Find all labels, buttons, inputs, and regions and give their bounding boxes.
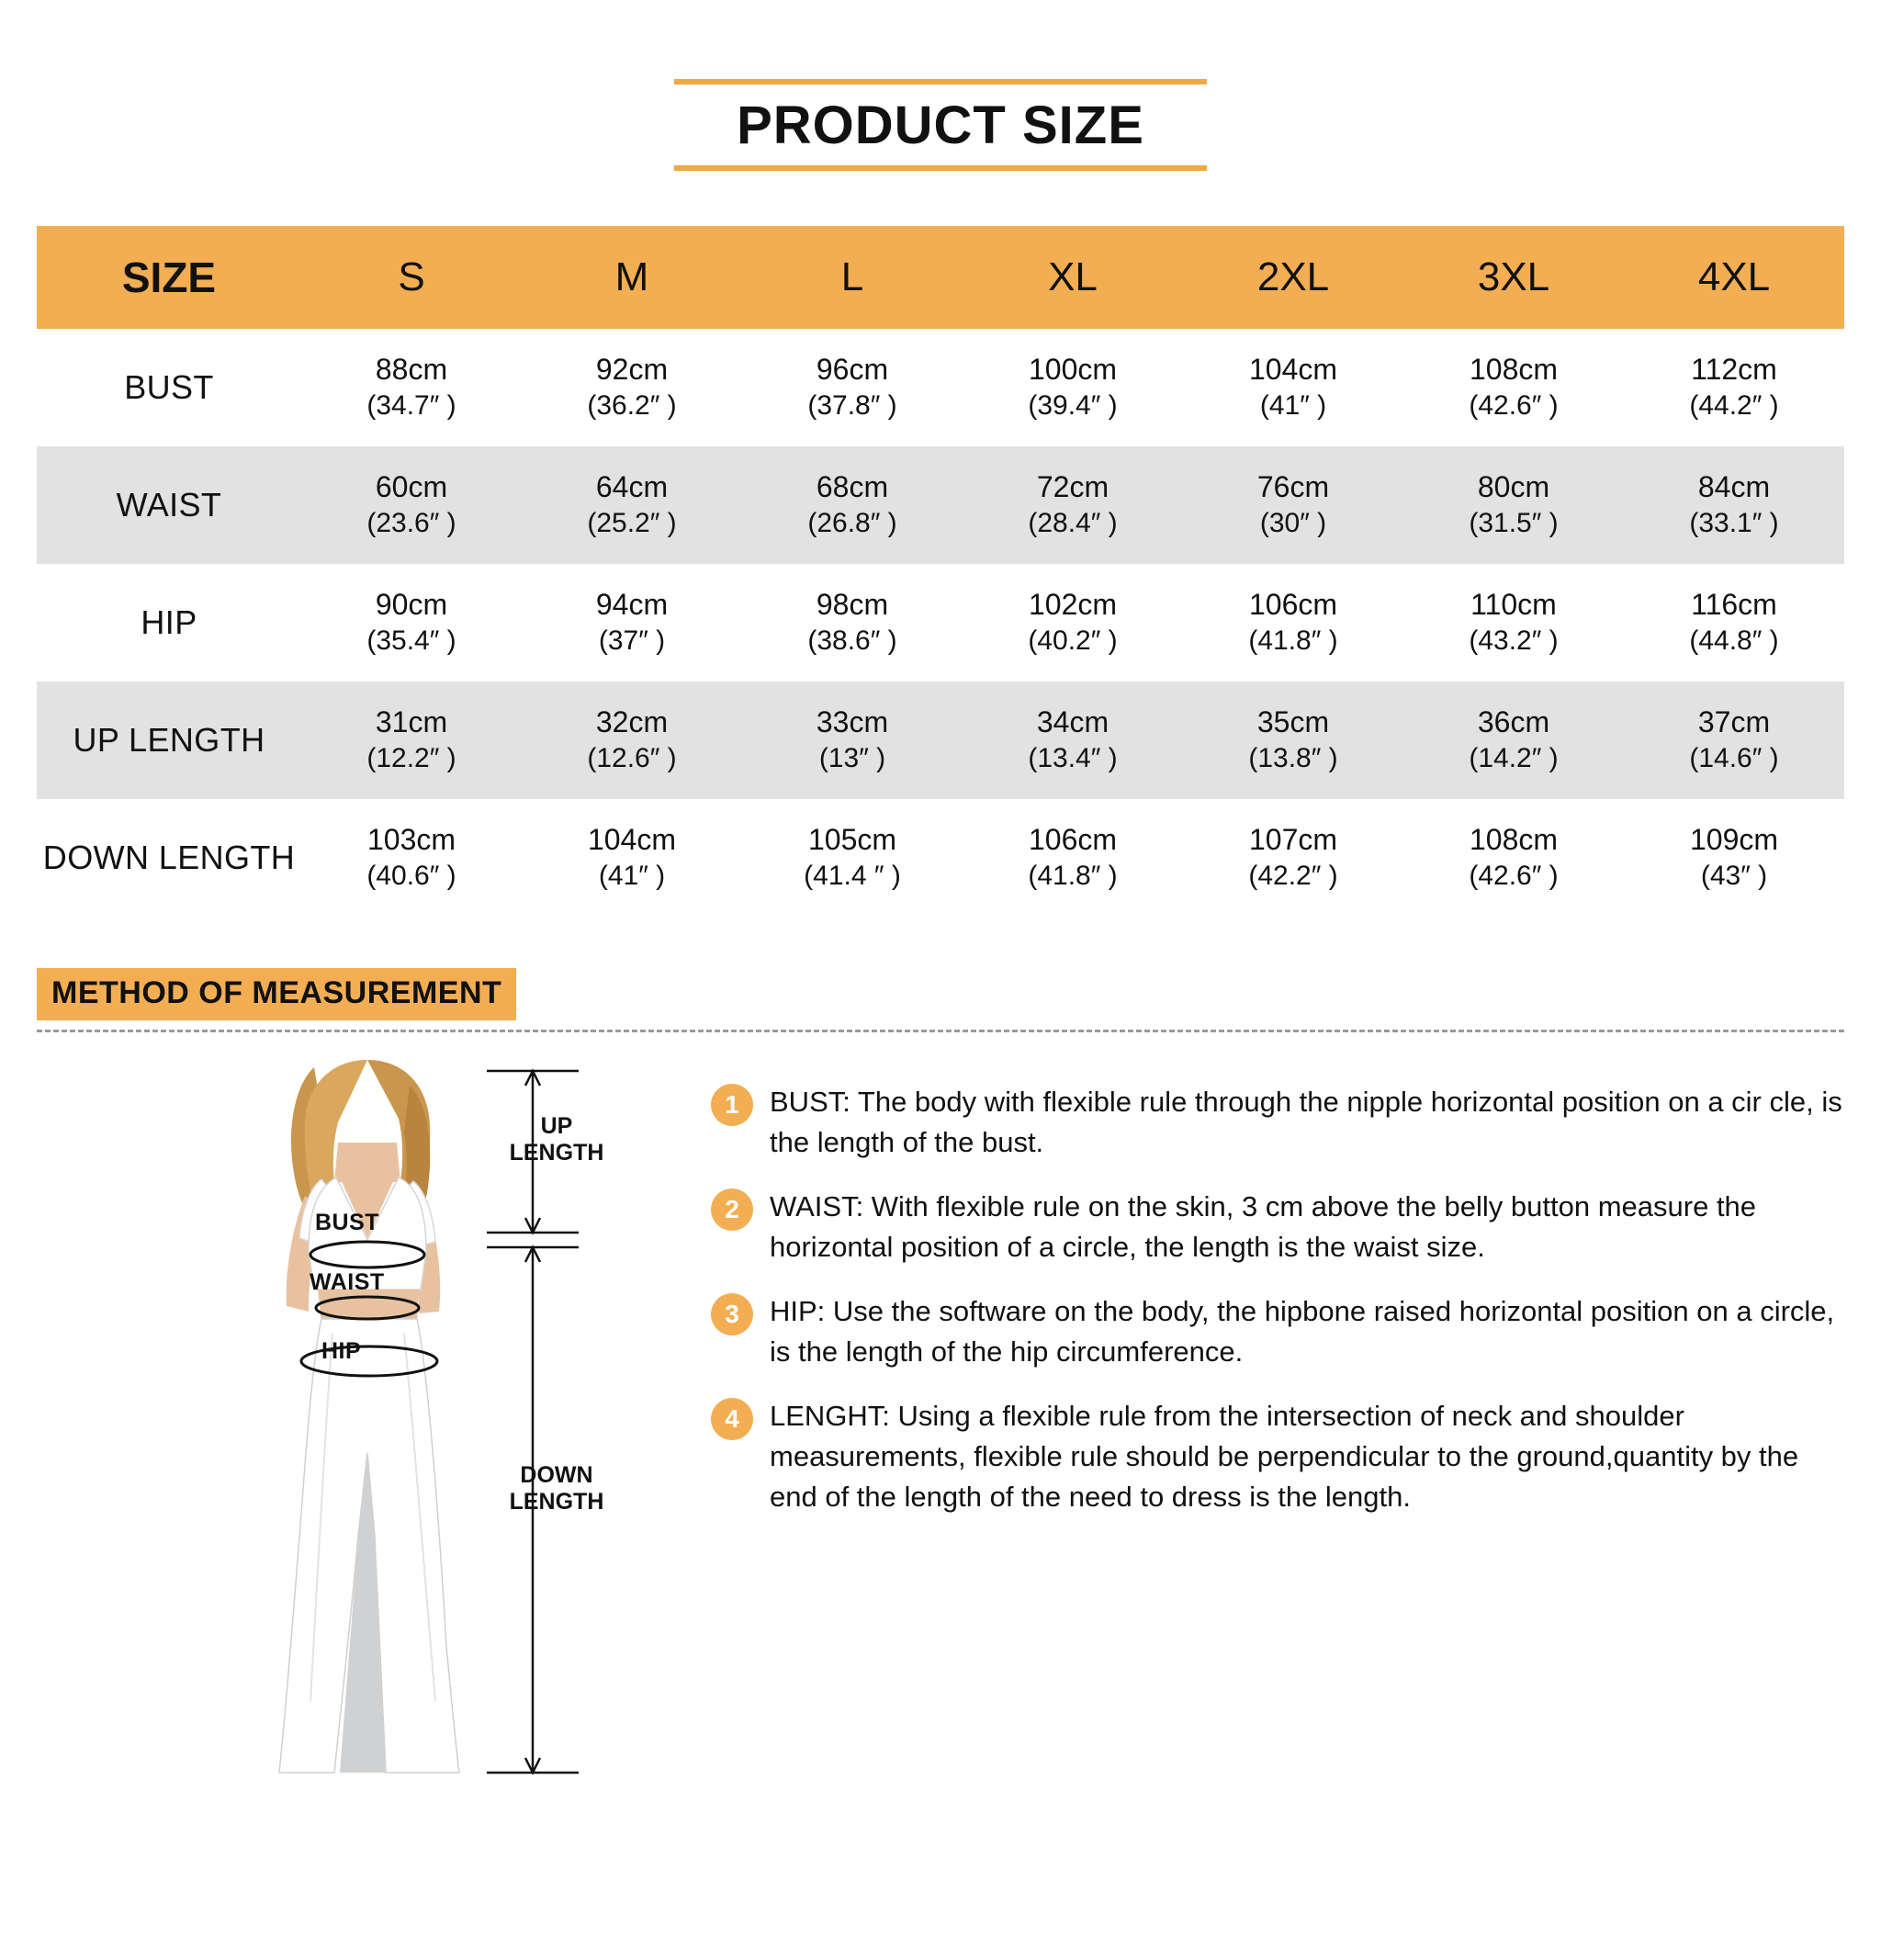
cell-value-inch: (41″ ): [1259, 390, 1327, 422]
cell-value-cm: 88cm: [375, 353, 448, 387]
cell-waist-s: [301, 446, 522, 564]
cell-down-length-2xl: [1183, 799, 1403, 917]
cell-up-length-l: [742, 681, 963, 799]
cell-hip-s: [301, 564, 522, 681]
cell-value-inch: (42.6″ ): [1469, 861, 1559, 892]
figure-label-waist: WAIST: [310, 1269, 385, 1295]
cell-value-inch: (26.8″ ): [807, 508, 897, 539]
list-item: [711, 1187, 1844, 1267]
cell-hip-l: [742, 564, 963, 681]
cell-bust-4xl: [1624, 329, 1844, 446]
cell-value-inch: (37″ ): [598, 625, 666, 657]
size-table: [37, 226, 1844, 917]
cell-up-length-s: [301, 681, 522, 799]
cell-waist-2xl: [1183, 446, 1403, 564]
cell-value-cm: 72cm: [1036, 470, 1109, 504]
dimension-up-length-line2: LENGTH: [509, 1139, 604, 1166]
cell-value-cm: 60cm: [375, 470, 448, 504]
cell-up-length-4xl: [1624, 681, 1844, 799]
cell-value-inch: (37.8″ ): [807, 390, 897, 422]
cell-value-cm: 100cm: [1028, 353, 1118, 387]
header-4xl: 4XL: [1624, 226, 1844, 329]
cell-value-inch: (28.4″ ): [1028, 508, 1118, 539]
cell-value-inch: (40.6″ ): [366, 861, 456, 892]
cell-value-inch: (41.8″ ): [1028, 861, 1118, 892]
cell-value-cm: 94cm: [595, 588, 669, 622]
cell-value-cm: 106cm: [1028, 823, 1118, 857]
cell-value-cm: 64cm: [595, 470, 669, 504]
cell-value-inch: (31.5″ ): [1469, 508, 1559, 539]
row-label-hip: HIP: [141, 603, 197, 641]
header-size: SIZE: [37, 226, 301, 329]
cell-value-cm: 107cm: [1248, 823, 1338, 857]
measurement-notes: [680, 1058, 1844, 1784]
row-label-waist: WAIST: [37, 446, 301, 564]
cell-value-cm: 96cm: [816, 353, 889, 387]
method-divider: [37, 1030, 1844, 1032]
cell-value-inch: (41.4 ″ ): [804, 861, 901, 892]
cell-waist-l: [742, 446, 963, 564]
cell-value-cm: 102cm: [1028, 588, 1118, 622]
cell-value-inch: (42.2″ ): [1248, 861, 1338, 892]
cell-bust-l: [742, 329, 963, 446]
cell-value-cm: 110cm: [1470, 588, 1557, 622]
header-l: L: [742, 226, 963, 329]
cell-value-cm: 103cm: [366, 823, 456, 857]
header-2xl: 2XL: [1183, 226, 1403, 329]
cell-value-cm: 98cm: [816, 588, 889, 622]
note-text-hip: HIP: Use the software on the body, the hipbone raised horizontal position on a circle, is the length of the hip circumference.: [770, 1295, 1835, 1369]
cell-value-cm: 35cm: [1256, 705, 1330, 739]
title-bottom-rule: [674, 165, 1207, 171]
cell-value-cm: 76cm: [1256, 470, 1330, 504]
note-badge-4: 4: [711, 1398, 753, 1440]
cell-value-inch: (23.6″ ): [366, 508, 456, 539]
note-badge-3: 3: [711, 1293, 753, 1335]
page-title: PRODUCT SIZE: [737, 96, 1144, 155]
cell-value-inch: (13″ ): [818, 743, 886, 774]
cell-value-inch: (34.7″ ): [366, 390, 456, 422]
header-m: M: [522, 226, 742, 329]
dimension-lines: [468, 1058, 670, 1784]
cell-value-inch: (13.4″ ): [1028, 743, 1118, 774]
page-title-block: [674, 79, 1207, 171]
cell-value-cm: 104cm: [1248, 353, 1338, 387]
header-3xl: 3XL: [1403, 226, 1624, 329]
cell-hip-3xl: [1403, 564, 1624, 681]
cell-value-cm: 80cm: [1477, 470, 1550, 504]
note-badge-1: 1: [711, 1084, 753, 1126]
cell-value-inch: (42.6″ ): [1469, 390, 1559, 422]
cell-value-cm: 84cm: [1697, 470, 1771, 504]
cell-value-cm: 116cm: [1691, 588, 1777, 622]
list-item: [711, 1082, 1844, 1163]
cell-value-cm: 34cm: [1036, 705, 1109, 739]
note-text-length: LENGHT: Using a flexible rule from the intersection of neck and shoulder measurements, flexible rule should be perpendicular to the ground,quantity by the end of the length of the need to dress is the length.: [770, 1400, 1799, 1514]
cell-bust-3xl: [1403, 329, 1624, 446]
cell-value-cm: 68cm: [816, 470, 889, 504]
cell-value-cm: 92cm: [595, 353, 669, 387]
row-label-up-length: UP LENGTH: [37, 681, 301, 799]
cell-value-cm: 32cm: [595, 705, 669, 739]
figure-label-hip: HIP: [321, 1338, 362, 1364]
note-badge-2: 2: [711, 1188, 753, 1231]
cell-value-cm: 112cm: [1691, 353, 1777, 387]
cell-waist-4xl: [1624, 446, 1844, 564]
cell-value-inch: (12.2″ ): [366, 743, 456, 774]
method-heading: METHOD OF MEASUREMENT: [37, 968, 516, 1020]
cell-value-cm: 105cm: [807, 823, 897, 857]
cell-hip-m: [522, 564, 742, 681]
cell-hip-xl: [963, 564, 1183, 681]
cell-value-inch: (41″ ): [598, 861, 666, 892]
row-label-down-length: DOWN LENGTH: [42, 839, 296, 876]
cell-value-inch: (44.8″ ): [1689, 625, 1779, 657]
cell-value-inch: (12.6″ ): [587, 743, 677, 774]
measurement-figure: [37, 1058, 680, 1784]
table-row: [37, 799, 1844, 917]
method-content: [37, 1058, 1844, 1784]
cell-value-cm: 31cm: [375, 705, 448, 739]
cell-up-length-3xl: [1403, 681, 1624, 799]
cell-up-length-xl: [963, 681, 1183, 799]
cell-value-inch: (35.4″ ): [366, 625, 456, 657]
cell-bust-2xl: [1183, 329, 1403, 446]
cell-value-inch: (14.2″ ): [1469, 743, 1559, 774]
cell-bust-xl: [963, 329, 1183, 446]
table-row: [37, 446, 1844, 564]
cell-down-length-s: [301, 799, 522, 917]
cell-value-inch: (30″ ): [1259, 508, 1327, 539]
cell-value-inch: (38.6″ ): [807, 625, 897, 657]
cell-value-cm: 106cm: [1248, 588, 1338, 622]
cell-value-inch: (25.2″ ): [587, 508, 677, 539]
size-table-head: [37, 226, 1844, 329]
cell-value-inch: (13.8″ ): [1248, 743, 1338, 774]
header-s: S: [301, 226, 522, 329]
dress-illustration-icon: [230, 1058, 505, 1784]
figure-label-bust: BUST: [315, 1210, 380, 1235]
cell-value-cm: 109cm: [1689, 823, 1779, 857]
dimension-down-length-line1: DOWN: [520, 1462, 593, 1488]
cell-hip-2xl: [1183, 564, 1403, 681]
cell-value-cm: 33cm: [816, 705, 889, 739]
cell-up-length-2xl: [1183, 681, 1403, 799]
method-section: [37, 968, 1844, 1032]
cell-down-length-m: [522, 799, 742, 917]
cell-value-cm: 108cm: [1469, 823, 1559, 857]
cell-value-inch: (43.2″ ): [1469, 625, 1559, 657]
dimension-down-length: [501, 1462, 612, 1515]
dimension-down-length-line2: LENGTH: [509, 1488, 604, 1515]
cell-value-inch: (14.6″ ): [1689, 743, 1779, 774]
size-chart-page: [0, 79, 1881, 1960]
size-table-body: [37, 329, 1844, 917]
dimension-up-length: [501, 1113, 612, 1166]
table-header-row: [37, 226, 1844, 329]
cell-waist-xl: [963, 446, 1183, 564]
cell-value-cm: 37cm: [1697, 705, 1771, 739]
cell-value-cm: 90cm: [375, 588, 448, 622]
cell-value-inch: (44.2″ ): [1689, 390, 1779, 422]
table-row: [37, 681, 1844, 799]
cell-waist-m: [522, 446, 742, 564]
list-item: [711, 1291, 1844, 1372]
cell-down-length-3xl: [1403, 799, 1624, 917]
cell-down-length-4xl: [1624, 799, 1844, 917]
cell-value-inch: (43″ ): [1700, 861, 1768, 892]
cell-hip-4xl: [1624, 564, 1844, 681]
cell-value-cm: 104cm: [587, 823, 677, 857]
cell-up-length-m: [522, 681, 742, 799]
cell-waist-3xl: [1403, 446, 1624, 564]
cell-value-inch: (40.2″ ): [1028, 625, 1118, 657]
dimension-up-length-line1: UP: [540, 1113, 573, 1139]
cell-value-inch: (33.1″ ): [1689, 508, 1779, 539]
cell-bust-s: [301, 329, 522, 446]
cell-value-inch: (41.8″ ): [1248, 625, 1338, 657]
cell-value-inch: (36.2″ ): [587, 390, 677, 422]
row-label-bust: BUST: [124, 368, 214, 406]
table-row: [37, 564, 1844, 681]
header-xl: XL: [963, 226, 1183, 329]
table-row: [37, 329, 1844, 446]
cell-value-cm: 108cm: [1469, 353, 1559, 387]
cell-value-cm: 36cm: [1477, 705, 1550, 739]
note-text-bust: BUST: The body with flexible rule through the nipple horizontal position on a cir cle, is the length of the bust.: [770, 1086, 1842, 1159]
cell-down-length-l: [742, 799, 963, 917]
cell-down-length-xl: [963, 799, 1183, 917]
cell-value-inch: (39.4″ ): [1028, 390, 1118, 422]
cell-bust-m: [522, 329, 742, 446]
list-item: [711, 1396, 1844, 1517]
note-text-waist: WAIST: With flexible rule on the skin, 3 cm above the belly button measure the horizontal position of a circle, the length is the waist size.: [770, 1190, 1757, 1264]
